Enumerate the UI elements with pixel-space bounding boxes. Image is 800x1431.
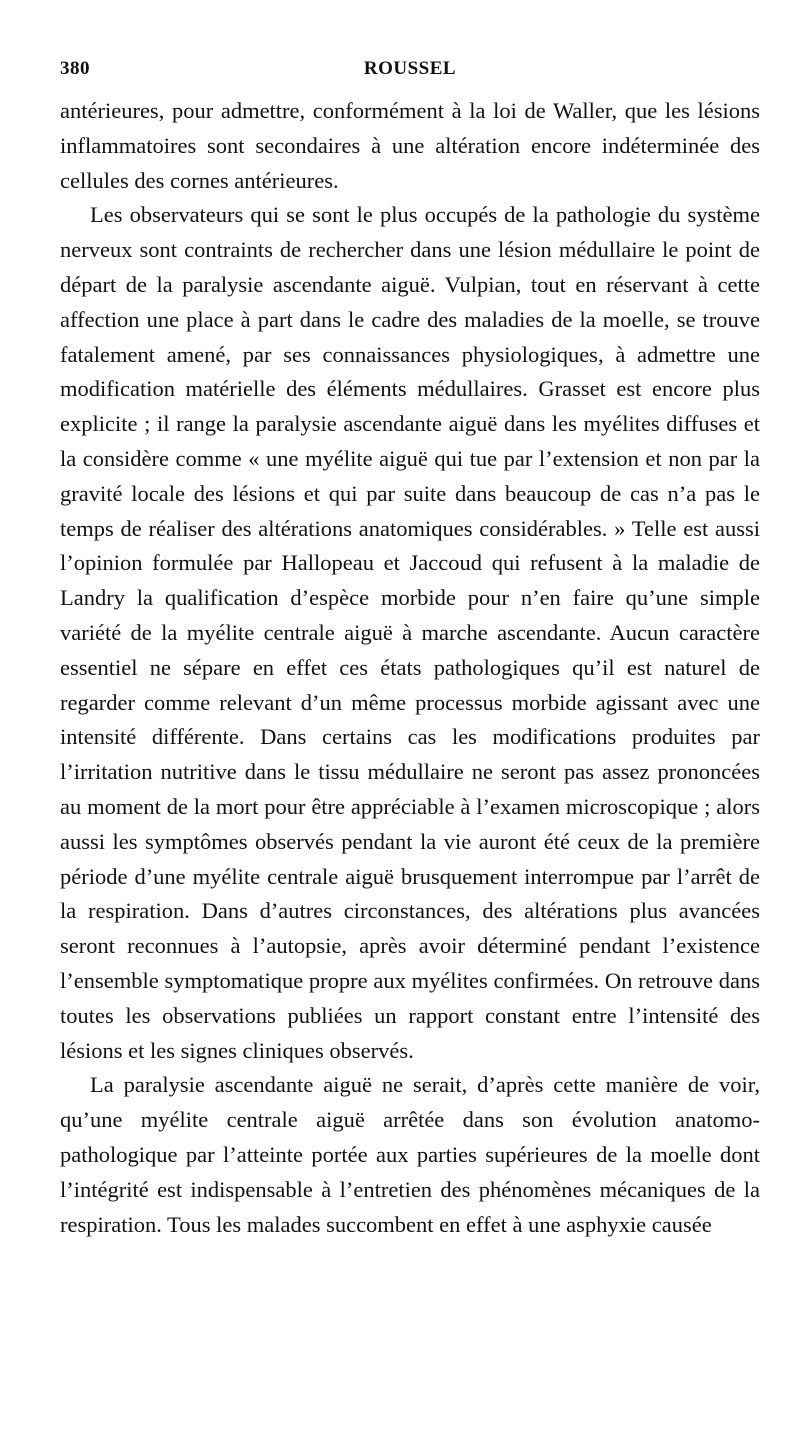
running-head — [60, 58, 760, 88]
running-title: ROUSSEL — [363, 58, 457, 79]
paragraph-1: antérieures, pour admettre, conformément à la loi de Waller, que les lésions inflammatoires sont secondaires à une altération encore indéterminée des cellules des cornes antérieures. — [60, 98, 760, 193]
page-number: 380 — [60, 58, 90, 79]
paragraph-3: La paralysie ascendante aiguë ne serait, d’après cette manière de voir, qu’une myélite centrale aiguë arrêtée dans son évolution anatomo-pathologique par l’atteinte portée aux parties supérieures de la moelle dont l’intégrité est indispensable à l’entretien des phénomènes mécaniques de la respiration. Tous les malades succombent en effet à une asphyxie causée — [60, 1072, 760, 1237]
body-text — [60, 94, 760, 1242]
paragraph-2: Les observateurs qui se sont le plus occupés de la pathologie du système nerveux sont contraints de rechercher dans une lésion médullaire le point de départ de la paralysie ascendante aiguë. Vulpian, tout en réservant à cette affection une place à part dans le cadre des maladies de la moelle, se trouve fatalement amené, par ses connaissances physiologiques, à admettre une modification matérielle des éléments médullaires. Grasset est encore plus explicite ; il range la paralysie ascendante aiguë dans les myélites diffuses et la considère comme « une myélite aiguë qui tue par l’extension et non par la gravité locale des lésions et qui par suite dans beaucoup de cas n’a pas le temps de réaliser des altérations anatomiques considérables. » Telle est aussi l’opinion formulée par Hallopeau et Jaccoud qui refusent à la maladie de Landry la qualification d’espèce morbide pour n’en faire qu’une simple variété de la myélite centrale aiguë à marche ascendante. Aucun caractère essentiel ne sépare en effet ces états pathologiques qu’il est naturel de regarder comme relevant d’un même processus morbide agissant avec une intensité différente. Dans certains cas les modifications produites par l’irritation nutritive dans le tissu médullaire ne seront pas assez prononcées au moment de la mort pour être appréciable à l’examen microscopique ; alors aussi les symptômes observés pendant la vie auront été ceux de la première période d’une myélite centrale aiguë brusquement interrompue par l’arrêt de la respiration. Dans d’autres circonstances, des altérations plus avancées seront reconnues à l’autopsie, après avoir déterminé pendant l’existence l’ensemble symptomatique propre aux myélites confirmées. On retrouve dans toutes les observations publiées un rapport constant entre l’intensité des lésions et les signes cliniques observés. — [60, 202, 760, 1063]
